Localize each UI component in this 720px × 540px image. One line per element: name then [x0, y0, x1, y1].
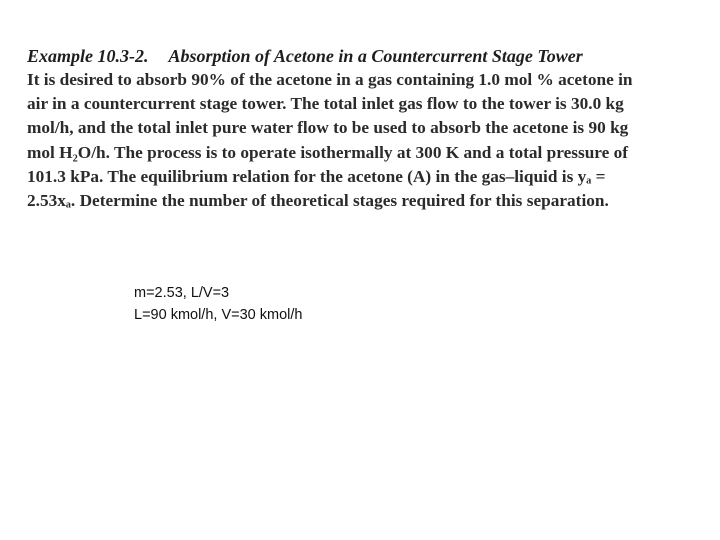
example-heading: [27, 44, 677, 68]
note-line-flows: L=90 kmol/h, V=30 kmol/h: [134, 307, 303, 323]
problem-line: 2.53xₐ. Determine the number of theoretical stages required for this separation.: [27, 191, 609, 211]
example-problem: [27, 44, 677, 213]
example-title: Absorption of Acetone in a Countercurrent Stage Tower: [168, 46, 583, 66]
problem-line: 101.3 kPa. The equilibrium relation for the acetone (A) in the gas–liquid is yₐ =: [27, 166, 606, 186]
problem-line: mol/h, and the total inlet pure water flow to be used to absorb the acetone is 90 kg: [27, 118, 629, 138]
problem-line: It is desired to absorb 90% of the acetone in a gas containing 1.0 mol % acetone in: [27, 70, 633, 89]
problem-line: air in a countercurrent stage tower. The total inlet gas flow to the tower is 30.0 kg: [27, 94, 624, 114]
problem-line: mol H₂O/h. The process is to operate isothermally at 300 K and a total pressure of: [27, 142, 629, 162]
example-number: Example 10.3-2.: [27, 46, 149, 66]
solution-notes: [134, 282, 302, 326]
note-line-slope-ratio: m=2.53, L/V=3: [134, 285, 230, 301]
